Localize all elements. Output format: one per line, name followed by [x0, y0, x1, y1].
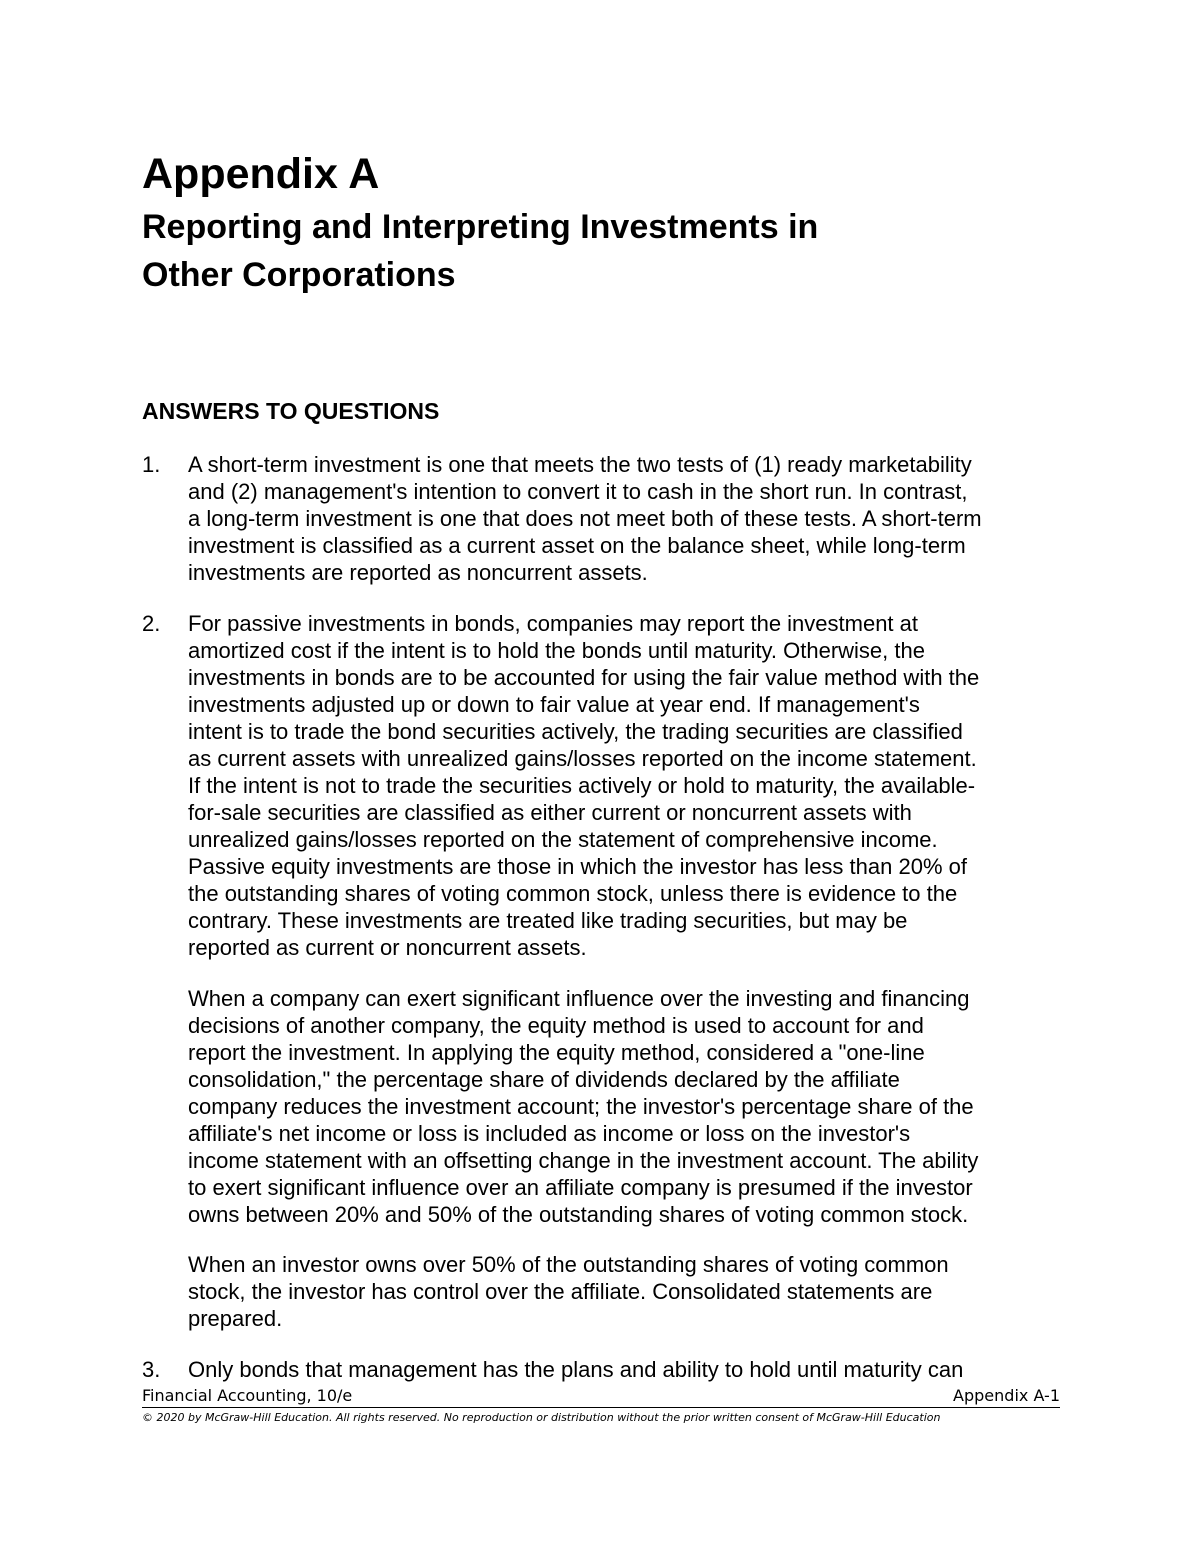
text-line: the outstanding shares of voting common stock, unless there is evidence to the [188, 881, 958, 906]
text-line: stock, the investor has control over the affiliate. Consolidated statements are [188, 1279, 933, 1304]
answer-paragraph [188, 1251, 1068, 1332]
text-line: to exert significant influence over an affiliate company is presumed if the investor [188, 1175, 973, 1200]
question-number: 3. [142, 1357, 161, 1382]
text-line: for-sale securities are classified as either current or noncurrent assets with [188, 800, 912, 825]
text-line: prepared. [188, 1306, 283, 1331]
text-line: For passive investments in bonds, companies may report the investment at [188, 611, 919, 636]
answer-paragraph [188, 451, 1068, 586]
text-line: investments in bonds are to be accounted for using the fair value method with the [188, 665, 980, 690]
footer-book-title: Financial Accounting, 10/e [142, 1386, 353, 1405]
answer-paragraph [188, 985, 1068, 1228]
text-line: amortized cost if the intent is to hold the bonds until maturity. Otherwise, the [188, 638, 925, 663]
text-line: investments adjusted up or down to fair value at year end. If management's [188, 692, 920, 717]
text-line: a long-term investment is one that does not meet both of these tests. A short-term [188, 506, 982, 531]
question-number: 1. [142, 452, 161, 477]
footer-page-number: Appendix A-1 [953, 1386, 1060, 1405]
text-line: decisions of another company, the equity method is used to account for and [188, 1013, 924, 1038]
appendix-title: Appendix A [142, 150, 380, 198]
text-line: reported as current or noncurrent assets. [188, 935, 587, 960]
text-line: investment is classified as a current asset on the balance sheet, while long-term [188, 533, 966, 558]
answer-paragraph [188, 610, 1068, 961]
subtitle-line: Reporting and Interpreting Investments in [142, 208, 819, 246]
appendix-subtitle [142, 203, 1042, 299]
text-line: Passive equity investments are those in which the investor has less than 20% of [188, 854, 967, 879]
text-line: A short-term investment is one that meets the two tests of (1) ready marketability [188, 452, 972, 477]
text-line: intent is to trade the bond securities actively, the trading securities are classified [188, 719, 963, 744]
text-line: income statement with an offsetting change in the investment account. The ability [188, 1148, 979, 1173]
text-line: unrealized gains/losses reported on the statement of comprehensive income. [188, 827, 938, 852]
text-line: as current assets with unrealized gains/losses reported on the income statement. [188, 746, 977, 771]
page-footer [142, 1385, 1060, 1408]
text-line: and (2) management's intention to convert it to cash in the short run. In contrast, [188, 479, 968, 504]
text-line: If the intent is not to trade the securities actively or hold to maturity, the available- [188, 773, 976, 798]
text-line: contrary. These investments are treated like trading securities, but may be [188, 908, 908, 933]
text-line: owns between 20% and 50% of the outstanding shares of voting common stock. [188, 1202, 969, 1227]
text-line: When a company can exert significant influence over the investing and financing [188, 986, 970, 1011]
text-line: investments are reported as noncurrent assets. [188, 560, 648, 585]
text-line: affiliate's net income or loss is included as income or loss on the investor's [188, 1121, 911, 1146]
text-line: When an investor owns over 50% of the outstanding shares of voting common [188, 1252, 949, 1277]
text-line: company reduces the investment account; the investor's percentage share of the [188, 1094, 974, 1119]
subtitle-line: Other Corporations [142, 256, 456, 294]
text-line: consolidation," the percentage share of dividends declared by the affiliate [188, 1067, 900, 1092]
answer-paragraph [188, 1356, 1068, 1383]
copyright-notice: © 2020 by McGraw-Hill Education. All rights reserved. No reproduction or distribution without the prior written consent of McGraw-Hill Education [142, 1411, 941, 1424]
text-line: report the investment. In applying the equity method, considered a "one-line [188, 1040, 925, 1065]
question-number: 2. [142, 611, 161, 636]
section-heading: ANSWERS TO QUESTIONS [142, 398, 440, 424]
text-line: Only bonds that management has the plans and ability to hold until maturity can [188, 1357, 964, 1382]
